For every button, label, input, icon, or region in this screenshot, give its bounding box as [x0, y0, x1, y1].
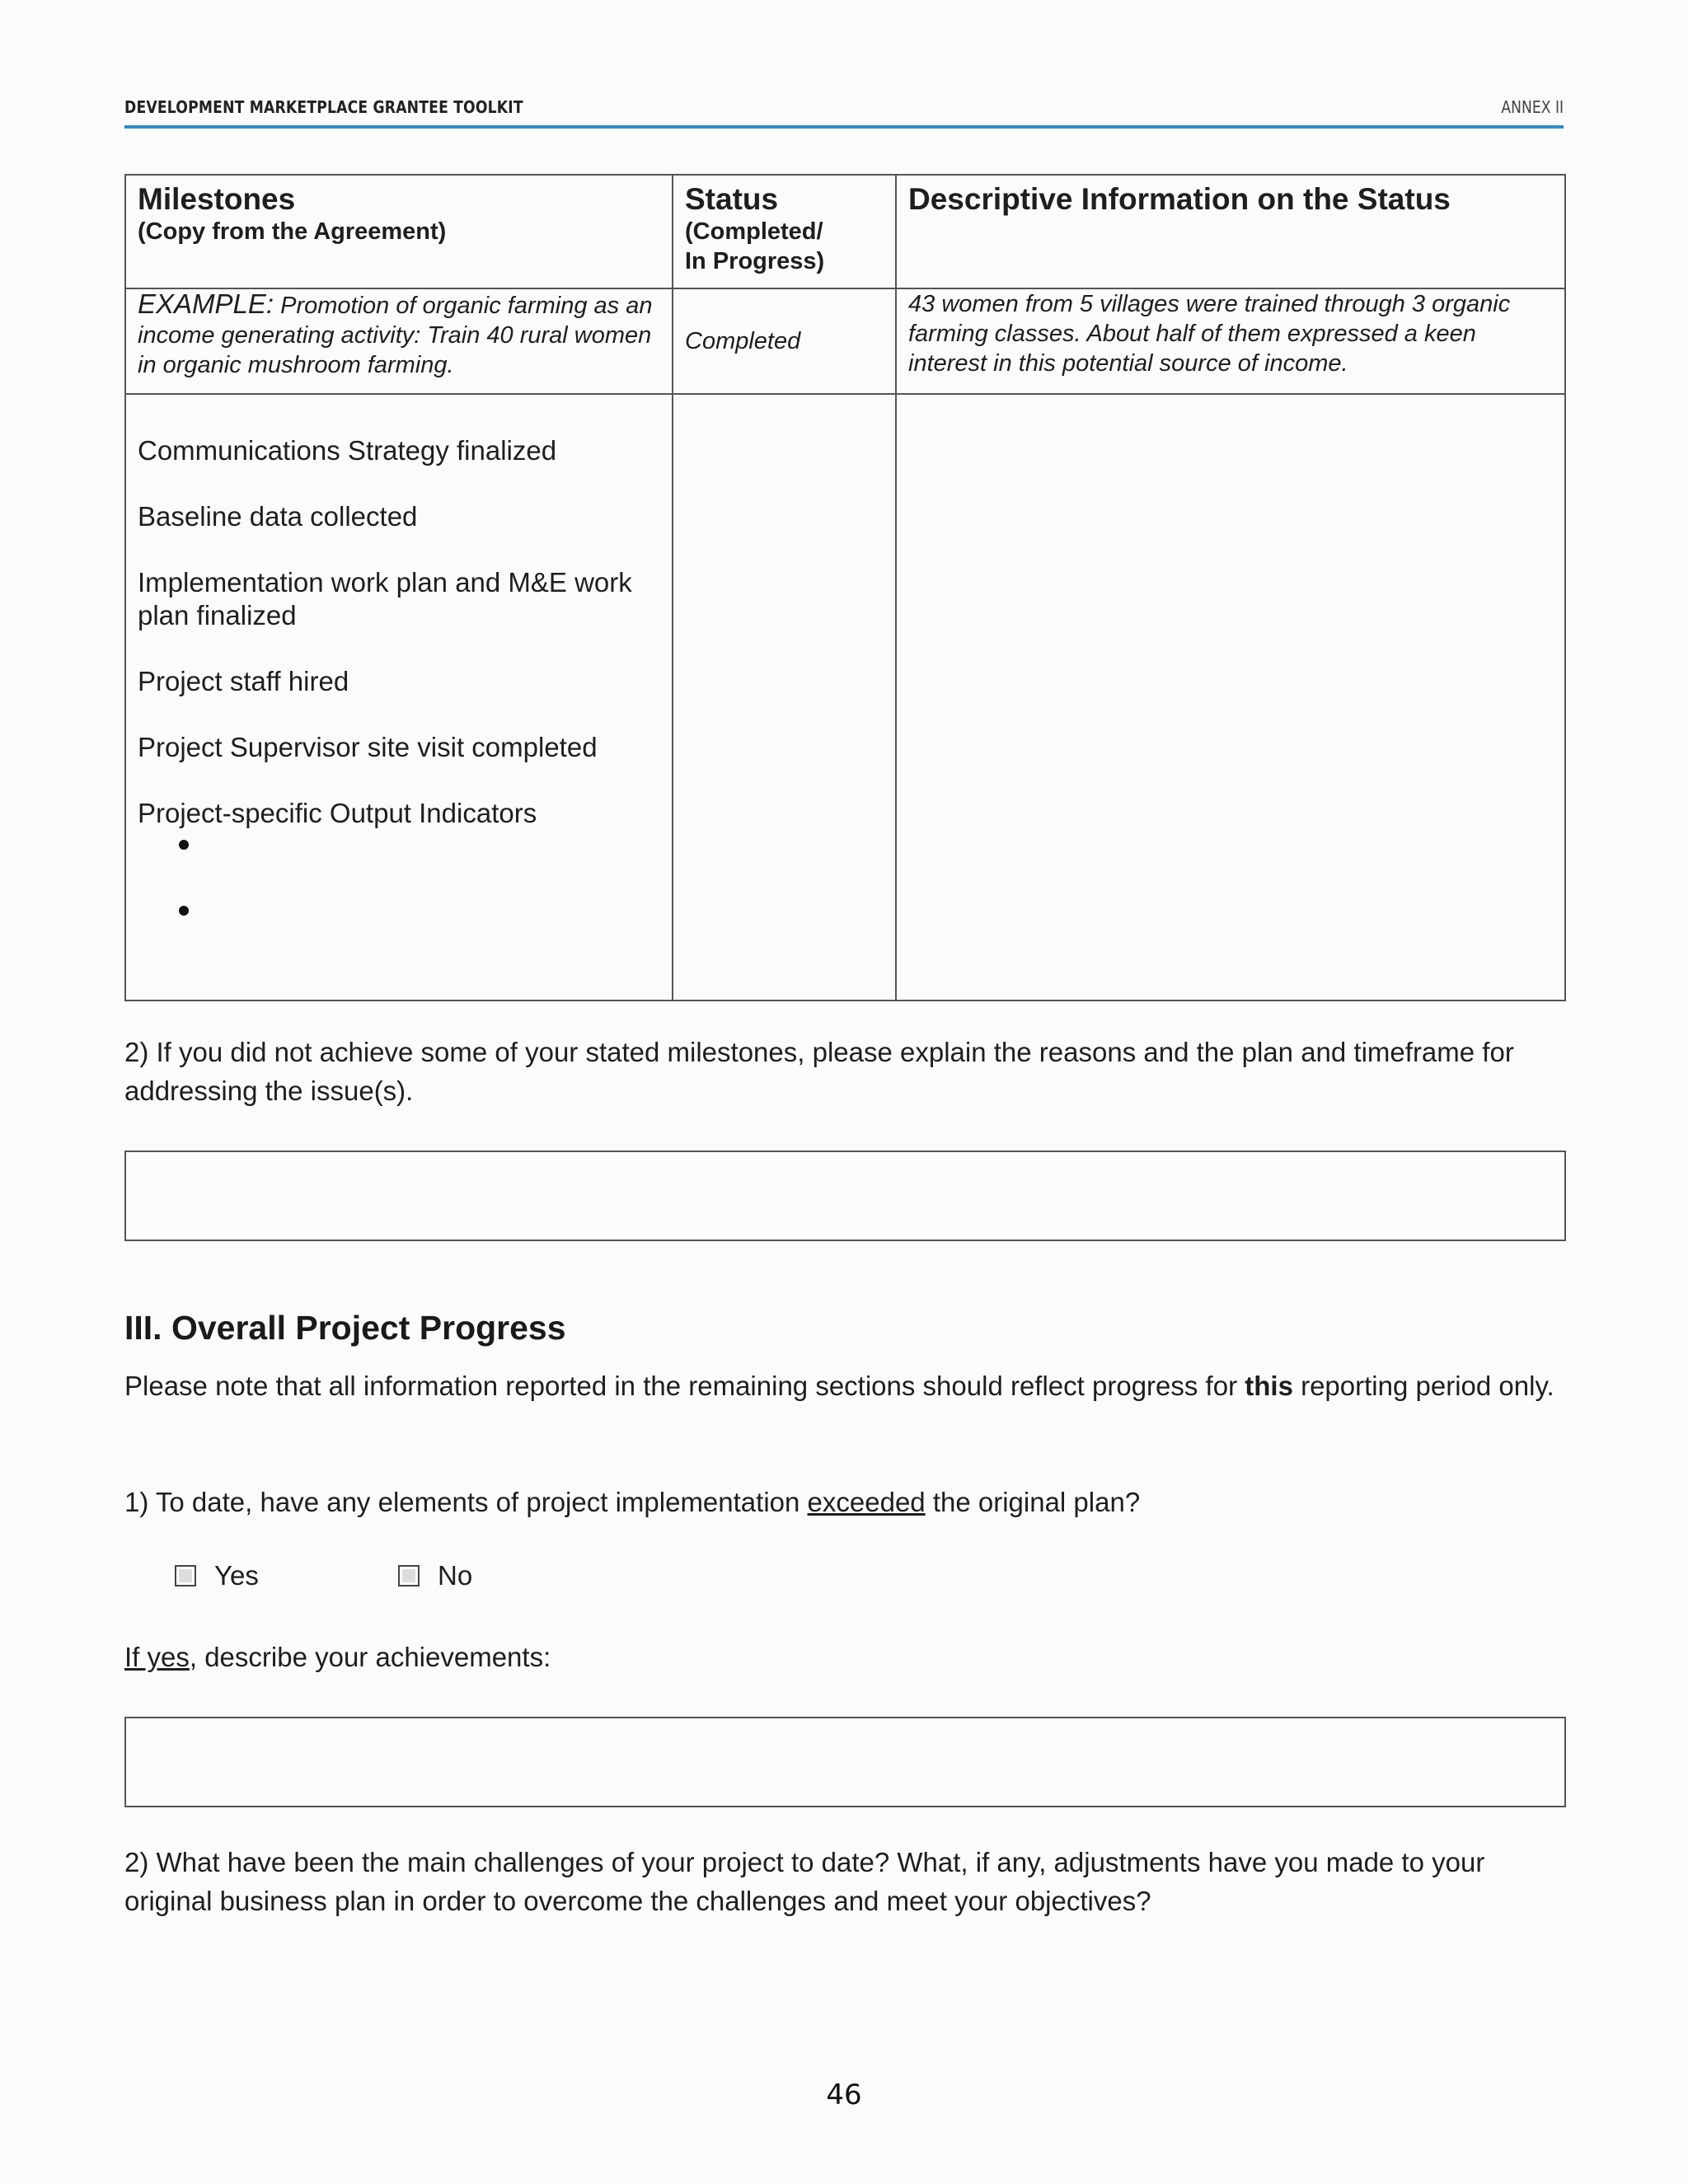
description-header-title: Descriptive Information on the Status [908, 182, 1451, 216]
list-item: Baseline data collected [138, 501, 418, 532]
indicator-bullets [138, 832, 660, 934]
milestones-header-subtitle: (Copy from the Agreement) [138, 218, 447, 245]
yes-option[interactable] [175, 1560, 259, 1591]
if-yes-underlined: If yes [124, 1642, 190, 1672]
status-header-subtitle-1: (Completed/ [685, 218, 823, 245]
example-description-cell [896, 288, 1565, 394]
section-title: III. Overall Project Progress [124, 1309, 566, 1347]
annex-label: ANNEX II [1501, 97, 1564, 117]
question-exceeded-plan [124, 1483, 1564, 1521]
list-item: Communications Strategy finalized [138, 435, 557, 466]
note-text-end: reporting period only. [1292, 1371, 1554, 1401]
document-title: DEVELOPMENT MARKETPLACE GRANTEE TOOLKIT [124, 97, 523, 117]
milestones-header [125, 175, 673, 288]
example-status-cell [673, 288, 896, 394]
note-text-start: Please note that all information reported in the remaining sections should reflect progress for [124, 1371, 1245, 1401]
description-entry-cell[interactable] [896, 394, 1565, 1001]
page-number: 46 [826, 2079, 862, 2111]
question-challenges: 2) What have been the main challenges of your project to date? What, if any, adjustments have you made to your original business plan in order to overcome the challenges and meet your objectives? [124, 1847, 1485, 1916]
list-item [138, 797, 660, 934]
no-option[interactable] [398, 1560, 472, 1591]
question-unmet-milestones: 2) If you did not achieve some of your stated milestones, please explain the reasons and the plan and timeframe for addressing the issue(s). [124, 1037, 1514, 1106]
status-header-title: Status [685, 182, 779, 216]
example-prefix: EXAMPLE: [138, 288, 274, 319]
yes-checkbox[interactable] [175, 1565, 196, 1586]
list-item: Implementation work plan and M&E work plan finalized [138, 567, 632, 630]
indicator-bullet-1[interactable] [179, 832, 660, 868]
unmet-milestones-response-box[interactable] [124, 1151, 1566, 1241]
page-header [124, 92, 1564, 129]
status-header [673, 175, 896, 288]
no-checkbox[interactable] [398, 1565, 420, 1586]
q1-underlined-word: exceeded [807, 1487, 926, 1517]
no-label: No [438, 1560, 473, 1591]
output-indicators-label: Project-specific Output Indicators [138, 798, 537, 828]
milestones-entry-row [125, 394, 1565, 1001]
achievements-response-box[interactable] [124, 1717, 1566, 1807]
list-item: Project staff hired [138, 666, 349, 696]
list-item: Project Supervisor site visit completed [138, 732, 598, 762]
q1-text-end: the original plan? [925, 1487, 1141, 1517]
reporting-period-note [124, 1366, 1564, 1405]
milestones-header-title: Milestones [138, 182, 296, 216]
description-header [896, 175, 1565, 288]
example-row [125, 288, 1565, 394]
milestones-table [124, 174, 1566, 1001]
milestones-list-cell [125, 394, 673, 1001]
table-header-row [125, 175, 1565, 288]
example-milestone-text: Promotion of organic farming as an income generating activity: Train 40 rural women in organic mushroom farming. [138, 293, 653, 378]
example-milestone-cell [125, 288, 673, 394]
yes-label: Yes [214, 1560, 259, 1591]
if-yes-prompt [124, 1638, 1564, 1676]
status-header-subtitle-2: In Progress) [685, 248, 825, 274]
indicator-bullet-2[interactable] [179, 898, 660, 934]
q1-text-start: 1) To date, have any elements of project implementation [124, 1487, 808, 1517]
milestones-list [138, 434, 660, 934]
example-description-text: 43 women from 5 villages were trained through 3 organic farming classes. About half of them expressed a keen interest in this potential source of income. [908, 291, 1511, 377]
if-yes-text: , describe your achievements: [189, 1642, 551, 1672]
status-entry-cell[interactable] [673, 394, 896, 1001]
note-bold-word: this [1245, 1371, 1293, 1401]
example-status-text: Completed [685, 328, 801, 354]
